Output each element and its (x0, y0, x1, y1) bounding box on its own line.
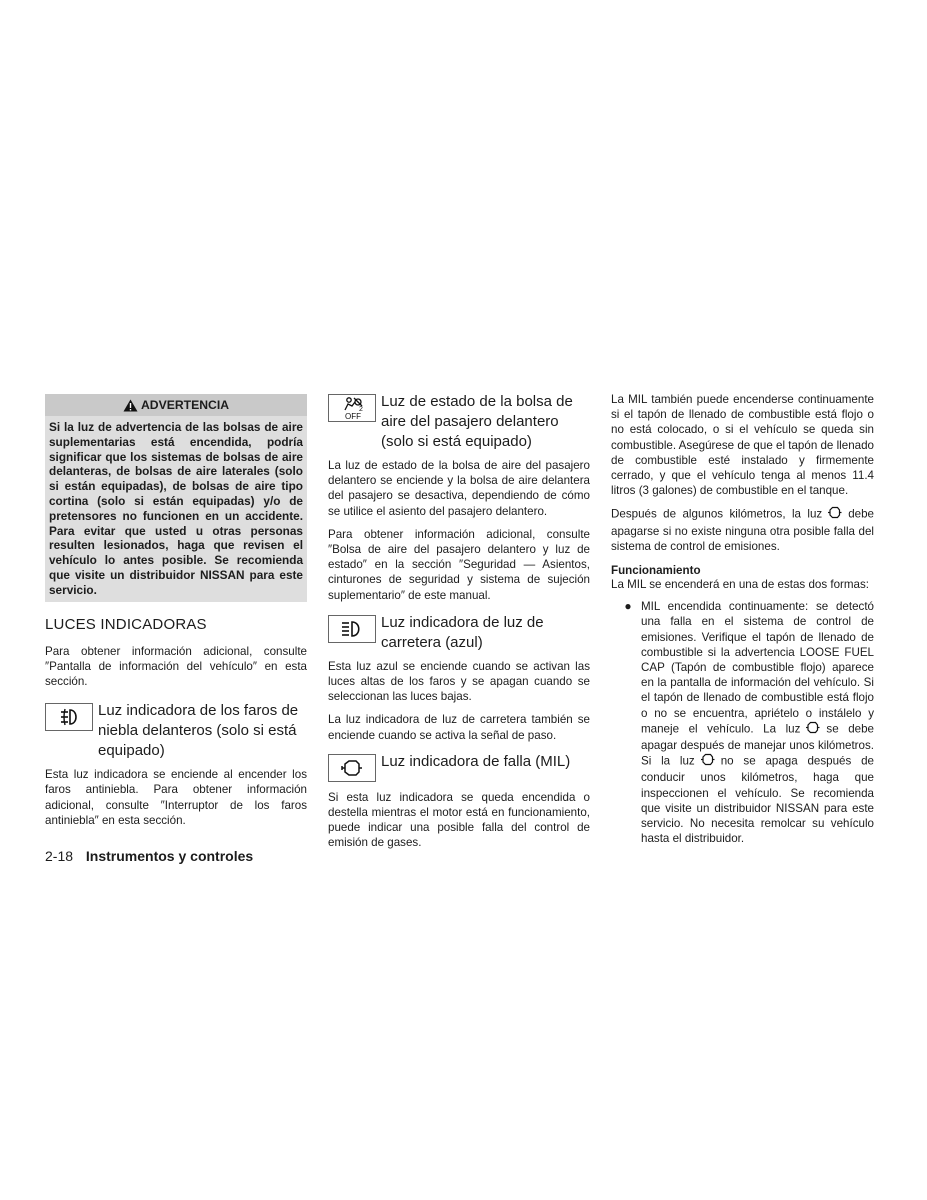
warning-triangle-icon (123, 399, 138, 412)
column-right (611, 392, 874, 846)
airbag-status-text-1: La luz de estado de la bolsa de aire del pasajero delantero se enciende y la bolsa de aire delantera del pasajero se desactiva, dependiendo de cómo se utilice el asiento del pasajero delantero. (328, 459, 590, 518)
front-fog-light-icon (45, 703, 93, 731)
section-intro: Para obtener información adicional, consulte ″Pantalla de información del vehículo″ en esta sección. (45, 644, 307, 688)
mil-text-3: Después de algunos kilómetros, la luz debe apagarse si no existe ninguna otra posible falla del sistema de control de emisiones. (611, 508, 874, 553)
column-middle (328, 392, 590, 851)
page-footer (45, 848, 253, 864)
check-engine-icon (328, 754, 376, 782)
high-beam-text-1: Esta luz azul se enciende cuando se activan las luces altas de los faros y se apagan cuando se seleccionan las luces bajas. (328, 659, 590, 704)
svg-text:OFF: OFF (345, 412, 361, 420)
high-beam-text-2: La luz indicadora de luz de carretera también se enciende cuando se activa la señal de paso. (328, 713, 590, 742)
mil-title: Luz indicadora de falla (MIL) (381, 752, 571, 770)
warning-header (45, 394, 307, 416)
chapter-title: Instrumentos y controles (85, 848, 254, 864)
fog-light-text: Esta luz indicadora se enciende al encender los faros antiniebla. Para obtener información adicional, consulte ″Interruptor de los faros antiniebla″ en esta sección. (45, 768, 307, 827)
mil-inline-icon (700, 753, 716, 770)
airbag-status-text-2: Para obtener información adicional, consulte ″Bolsa de aire del pasajero delantero y luz de estado″ en la sección ″Seguridad — Asientos, cinturones de seguridad y sistema de sujeción suplementario″ de este manual. (328, 527, 590, 602)
passenger-airbag-off-icon (328, 394, 376, 422)
warning-title: ADVERTENCIA (140, 398, 230, 412)
mil-inline-icon (827, 506, 843, 523)
list-item: ● MIL encendida continuamente: se detectó una falla en el sistema de control de emisiones. Verifique el tapón de llenado de combustible si la advertencia LOOSE FUEL CAP (Tapón de combustible flojo) aparece en la pantalla de información del vehículo. Si el tapón de llenado de combustible está flojo o no se encuentra, apriételo o instálelo y maneje el vehículo. La luz se debe apagar después de manejar unos kilómetros. Si la luz no se apaga después de conducir unos kilómetros, haga que inspeccionen el vehículo. Se recomienda que visite un distribuidor NISSAN para este servicio. No necesita remolcar su vehículo hasta el distribuidor. (611, 599, 874, 846)
funcionamiento-intro: La MIL se encenderá en una de estas dos formas: (611, 578, 870, 592)
high-beam-icon (328, 615, 376, 643)
mil-inline-icon (805, 721, 821, 738)
high-beam-title: Luz indicadora de luz de carretera (azul) (381, 613, 544, 651)
high-beam-heading (328, 613, 590, 653)
airbag-status-title: Luz de estado de la bolsa de aire del pasajero delantero (solo si está equipado) (381, 393, 573, 450)
mil-text-1: Si esta luz indicadora se queda encendida o destella mientras el motor está en funcionamiento, puede indicar una posible falla del control de emisión de gases. (328, 790, 590, 850)
bullet-dot: ● (624, 599, 632, 614)
funcionamiento-heading: Funcionamiento (611, 564, 701, 578)
mil-heading (328, 752, 590, 782)
fog-light-title: Luz indicadora de los faros de niebla delanteros (solo si está equipado) (98, 702, 299, 760)
column-left (45, 392, 307, 828)
airbag-status-heading (328, 392, 590, 452)
warning-body: Si la luz de advertencia de las bolsas de aire suplementarias está encendida, podría significar que los sistemas de bolsas de aire delanteras, de bolsas de aire laterales (solo si están equipadas), de bolsas de aire tipo cortina (solo si están equipadas) y/o de pretensores no funcionen en un accidente. Para evitar que usted u otras personas resulten lesionados, haga que revisen el vehículo lo antes posible. Se recomienda que visite un distribuidor NISSAN para este servicio. (45, 416, 307, 602)
page-number: 2-18 (45, 848, 74, 864)
svg-text:2: 2 (359, 406, 363, 413)
fog-light-heading (45, 701, 307, 761)
section-title: LUCES INDICADORAS (45, 615, 207, 633)
mil-text-2: La MIL también puede encenderse continuamente si el tapón de llenado de combustible está flojo o no está colocado, o si el vehículo se queda sin combustible. Asegúrese de que el tapón de llenado de combustible esté instalado y firmemente cerrado, y que el vehículo tenga al menos 11.4 litros (3 galones) de combustible en el tanque. (611, 393, 874, 498)
